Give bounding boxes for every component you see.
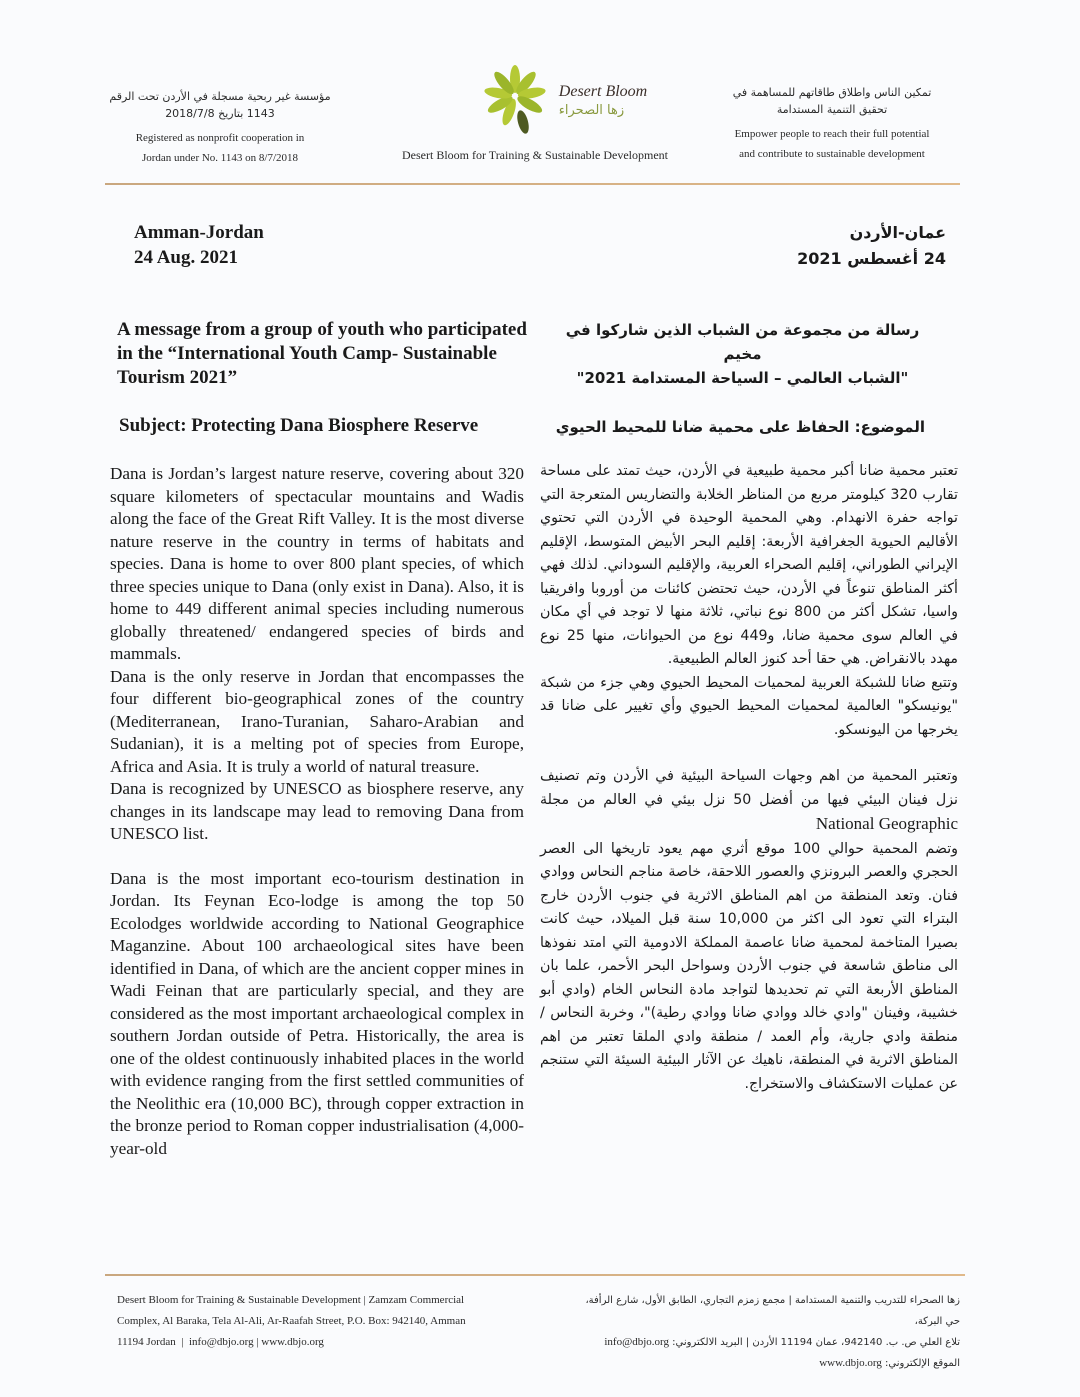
paragraph-en-3: Dana is recognized by UNESCO as biosphere reserve, any changes in its landscape may lead to removing Dana from UNESCO list.	[110, 779, 524, 843]
footer-ar-line3	[570, 1353, 960, 1374]
footer-email-link[interactable]: info@dbjo.org	[188, 1336, 254, 1348]
header-divider	[105, 183, 960, 185]
title-ar-line2: "الشباب العالمي – السياحة المستدامة 2021"	[576, 369, 909, 387]
org-name: Desert Bloom for Training & Sustainable Development	[402, 148, 668, 162]
date-en: 24 Aug. 2021	[134, 247, 238, 268]
footer-website-link[interactable]: www.dbjo.org	[261, 1336, 324, 1348]
footer-en	[117, 1290, 527, 1353]
subject-ar: الموضوع: الحفاظ على محمية ضانا للمحيط الحيوي	[555, 418, 925, 436]
footer-postal: 11194 Jordan	[117, 1336, 176, 1348]
paragraph-ar-3	[540, 765, 958, 838]
flower-logo-icon	[483, 62, 553, 138]
logo-name: Desert Bloom	[558, 82, 648, 100]
paragraph-en-2: Dana is the only reserve in Jordan that encompasses the four different bio-geographical zones of the country (Mediterranean, Irano-Turanian, Saharo-Arabian and Sudanian), it is a melting pot of species from Europe, Africa and Asia. It is truly a world of natural treasure.	[110, 666, 524, 776]
footer-en-line1: Desert Bloom for Training & Sustainable Development | Zamzam Commercial	[117, 1294, 465, 1306]
location-date-en	[134, 220, 264, 270]
footer-ar-email-link[interactable]: info@dbjo.org	[604, 1336, 669, 1348]
org-logo-block	[370, 62, 700, 163]
registration-en-line1: Registered as nonprofit cooperation in	[135, 132, 305, 144]
footer-en-line3: 11194 Jordan | info@dbjo.org | www.dbjo.org	[117, 1336, 324, 1348]
body-column-en	[110, 463, 524, 1160]
registration-en-line2: Jordan under No. 1143 on 8/7/2018	[141, 152, 299, 164]
mission-block	[712, 84, 952, 164]
title-ar-line1: رسالة من مجموعة من الشباب الذين شاركوا في مخيم	[565, 321, 920, 363]
footer-ar-line1: زها الصحراء للتدريب والتنمية المستدامة | مجمع زمزم التجاري، الطابق الأول، شارع الرأفة، حي البركة،	[585, 1295, 960, 1327]
paragraph-en-4: Dana is the most important eco-tourism destination in Jordan. Its Feynan Eco-lodge is among the top 50 Ecolodges worldwide according to National Geographice Maganzine. About 100 archaeological sites have been identified in Dana, of which are the ancient copper mines in Wadi Feinan that are particularly special, and they are considered as the most important archaeological complex in southern Jordan outside of Petra. Historically, the area is one of the oldest continuously inhabited places in the world with evidence ranging from the first settled communities of the Neolithic era (10,000 BC), through copper extraction in the bronze period to Roman copper industrialisation (4,000-year-old	[110, 868, 524, 1158]
paragraph-en-1: Dana is Jordan’s largest nature reserve, covering about 320 square kilometers of spectacular mountains and Wadis along the face of the Great Rift Valley. It is the most diverse nature reserve in the country in terms of habitats and species. Dana is home to over 800 plant species, of which three species unique to Dana (only exist in Dana). Also, it is home to 449 different animal species including numerous globally threatened/ endangered species of birds and mammals.	[110, 464, 524, 663]
footer-ar	[570, 1290, 960, 1374]
mission-en-line1: Empower people to reach their full potential	[734, 128, 930, 140]
paragraph-ar-3-text: وتعتبر المحمية من اهم وجهات السياحة البيئية في الأردن وتم تصنيف نزل فينان البيئي فيها من أفضل 50 نزل بيئي في العالم من مجلة	[540, 768, 959, 808]
paragraph-ar-2: وتتبع ضانا للشبكة العربية لمحميات المحيط الحيوي وهي جزء من شبكة "يونيسكو" العالمية لمحميات المحيط الحيوي وأي تغيير على ضانا قد يخرجها من اليونسكو.	[540, 674, 958, 738]
city-en: Amman-Jordan	[134, 222, 264, 243]
location-date-ar	[797, 220, 946, 272]
mission-en-line2: and contribute to sustainable development	[739, 148, 925, 160]
registration-ar-line2: 1143 بتاريخ 2018/7/8	[165, 107, 275, 120]
subject-en: Subject: Protecting Dana Biosphere Reserve	[119, 415, 479, 436]
logo-name-ar: زها الصحراء	[558, 102, 625, 118]
magazine-name: National Geographic	[815, 814, 958, 833]
footer-ar-web-label: الموقع الإلكتروني:	[885, 1358, 960, 1369]
registration-block	[100, 88, 340, 168]
footer-ar-line2	[570, 1332, 960, 1353]
mission-ar-line1: تمكين الناس واطلاق طاقاتهم للمساهمة في	[732, 86, 932, 99]
paragraph-ar-4: وتضم المحمية حوالي 100 موقع أثري مهم يعود تاريخها الى العصر الحجري والعصر البرونزي والعصور اللاحقة، خاصة مناجم النحاس ووادي فنان. وتعد المنطقة من اهم المناطق الاثرية في جنوب الأردن خارج البتراء التي تعود الى اكثر من 10,000 سنة قبل الميلاد، حيث كانت بصيرا المتاخمة لمحمية ضانا عاصمة المملكة الادومية التي امتد نفوذها الى مناطق شاسعة في جنوب الأردن وسواحل البحر الأحمر، علما بان المناطق الأربعة التي تم تحديدها لتواجد مادة النحاس الخام (وادي أبو خشيبة، وفينان "وادي خالد ووادي ضانا ووادي رطية)"، وخربة النحاس / منطقة وادي جارية، وأم العمد / منطقة وادي الملقا تعتبر من اهم المناطق الاثرية في المنطقة، ناهيك عن الآثار البيئية السيئة التي ستنجم عن عمليات الاستكشاف والاستخراج.	[540, 840, 958, 1092]
registration-ar-line1: مؤسسة غير ربحية مسجلة في الأردن تحت الرقم	[109, 90, 331, 103]
footer-en-line2: Complex, Al Baraka, Tela Al-Ali, Ar-Raafah Street, P.O. Box: 942140, Amman	[117, 1315, 466, 1327]
letter-title-ar	[555, 318, 930, 390]
footer-ar-address: تلاع العلي ص. ب. 942140، عمان 11194 الأردن | البريد الالكتروني:	[672, 1337, 960, 1348]
paragraph-ar-1: تعتبر محمية ضانا أكبر محمية طبيعية في الأردن، حيث تمتد على مساحة تقارب 320 كيلومتر مربع من المناظر الخلابة والتضاريس المتعرجة التي تواجه حفرة الانهدام. وهي المحمية الوحيدة في الأردن التي تحتوي الأقاليم الحيوية الجغرافية الأربعة: إقليم البحر الأبيض المتوسط، الإقليم الإيراني الطوراني، إقليم الصحراء العربية، والإقليم السوداني. لذلك فهي أكثر المناطق تنوعاً في الأردن، حيث تحتضن كائنات من أوروبا وافريقيا واسيا، تشكل أكثر من 800 نوع نباتي، ثلاثة منها لا توجد في أي مكان في العالم سوى محمية ضانا، و449 نوع من الحيوانات، منها 25 نوع مهدد بالانقراض. هي حقا أحد كنوز العالم الطبيعية.	[540, 463, 958, 667]
body-column-ar	[540, 460, 958, 1096]
date-ar: 24 أغسطس 2021	[797, 249, 946, 268]
letter-title-en: A message from a group of youth who participated in the “International Youth Camp- Sustainable Tourism 2021”	[117, 319, 527, 388]
footer-divider	[105, 1274, 965, 1276]
footer-ar-website-link[interactable]: www.dbjo.org	[819, 1357, 882, 1369]
mission-ar-line2: تحقيق التنمية المستدامة	[776, 103, 888, 116]
city-ar: عمان-الأردن	[849, 223, 946, 242]
